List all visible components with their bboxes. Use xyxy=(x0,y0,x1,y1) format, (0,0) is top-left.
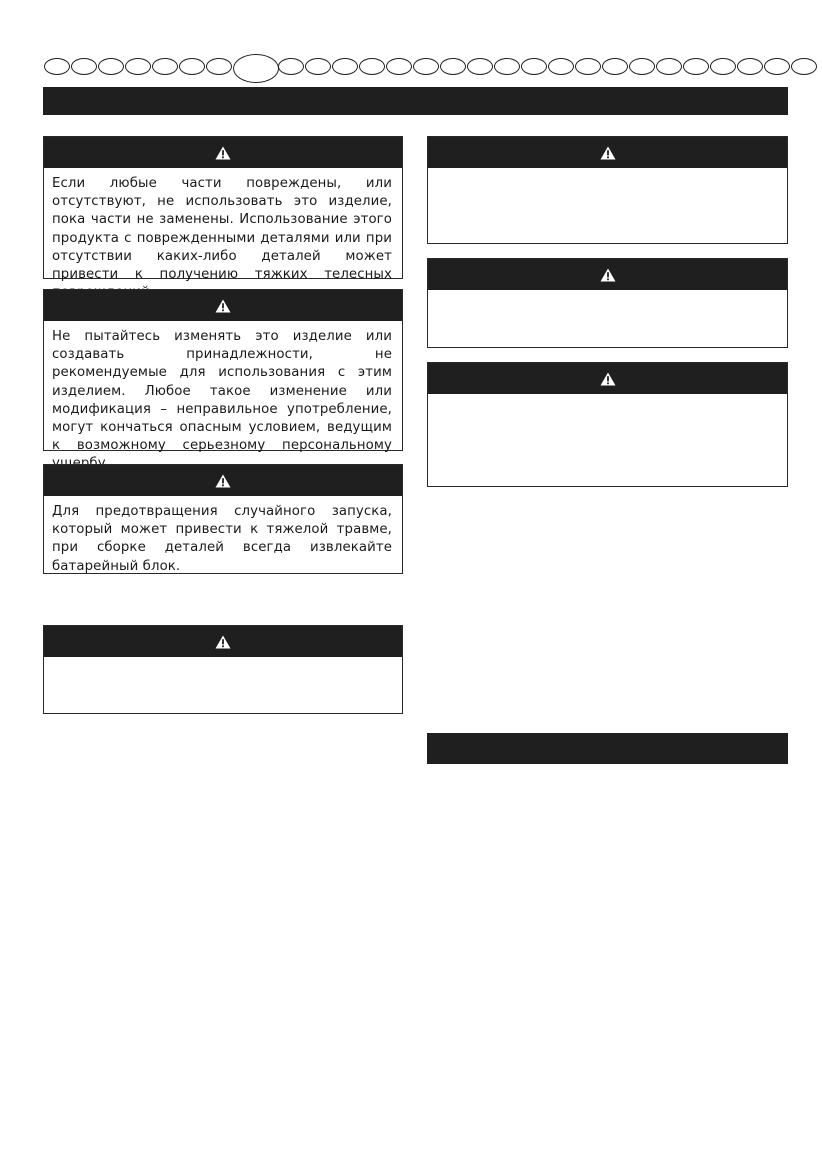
warning-header xyxy=(428,137,787,168)
warning-box xyxy=(43,289,403,454)
language-tab[interactable] xyxy=(206,58,232,75)
language-tab[interactable] xyxy=(71,58,97,75)
warning-text xyxy=(44,657,402,670)
warning-header xyxy=(44,465,402,496)
language-tab[interactable] xyxy=(791,58,817,75)
warning-box xyxy=(43,625,403,714)
warning-header xyxy=(428,259,787,290)
language-tab[interactable] xyxy=(710,58,736,75)
warning-box xyxy=(427,362,788,487)
language-tab[interactable] xyxy=(386,58,412,75)
warning-text: Для предотвращения случайного запуска, который может привести к тяжелой травме, при сборке деталей всегда извлекайте батарейный блок. xyxy=(52,504,392,574)
warning-triangle-icon xyxy=(215,146,231,160)
warning-triangle-icon xyxy=(215,299,231,313)
language-tab[interactable] xyxy=(413,58,439,75)
warning-text: Если любые части повреждены, или отсутствуют, не использовать это изделие, пока части не заменены. Использование этого продукта с поврежденными деталями или при отсутствии каких-либо деталей может привести к получению тяжких телесных xyxy=(52,176,392,283)
language-tab[interactable] xyxy=(656,58,682,75)
language-tab[interactable] xyxy=(332,58,358,75)
warning-text xyxy=(428,394,787,407)
warning-box xyxy=(427,258,788,348)
language-tab[interactable] xyxy=(305,58,331,75)
language-tab[interactable] xyxy=(764,58,790,75)
warning-triangle-icon xyxy=(215,635,231,649)
language-tab[interactable] xyxy=(98,58,124,75)
warning-triangle-icon xyxy=(600,146,616,160)
language-tab[interactable] xyxy=(683,58,709,75)
language-tab[interactable] xyxy=(494,58,520,75)
warning-box xyxy=(43,136,403,283)
language-tab[interactable] xyxy=(152,58,178,75)
language-tab-active[interactable] xyxy=(233,54,279,83)
warning-box xyxy=(427,136,788,244)
language-tab[interactable] xyxy=(359,58,385,75)
language-tab[interactable] xyxy=(44,58,70,75)
section-header-bar xyxy=(427,733,788,764)
language-tab[interactable] xyxy=(440,58,466,75)
language-tab[interactable] xyxy=(125,58,151,75)
warning-header xyxy=(428,363,787,394)
language-tab[interactable] xyxy=(467,58,493,75)
warning-header xyxy=(44,290,402,321)
language-tab[interactable] xyxy=(629,58,655,75)
warning-triangle-icon xyxy=(600,372,616,386)
warning-triangle-icon xyxy=(600,268,616,282)
warning-text xyxy=(428,168,787,181)
language-tab[interactable] xyxy=(602,58,628,75)
language-tab[interactable] xyxy=(737,58,763,75)
warning-text: Не пытайтесь изменять это изделие или создавать принадлежности, не рекомендуемые для использования с этим изделием. Любое такое изменение или модификация – неправильное употребление, могут кончаться опасным условием, ведущим к возможному серьезному персональному xyxy=(52,329,392,454)
language-tab[interactable] xyxy=(278,58,304,75)
language-tab[interactable] xyxy=(575,58,601,75)
warning-header xyxy=(44,626,402,657)
warning-box xyxy=(43,464,403,574)
warning-header xyxy=(44,137,402,168)
warning-triangle-icon xyxy=(215,474,231,488)
language-tab[interactable] xyxy=(521,58,547,75)
language-tab[interactable] xyxy=(179,58,205,75)
language-tab[interactable] xyxy=(548,58,574,75)
warning-text xyxy=(428,290,787,303)
page-title-bar xyxy=(43,87,788,115)
